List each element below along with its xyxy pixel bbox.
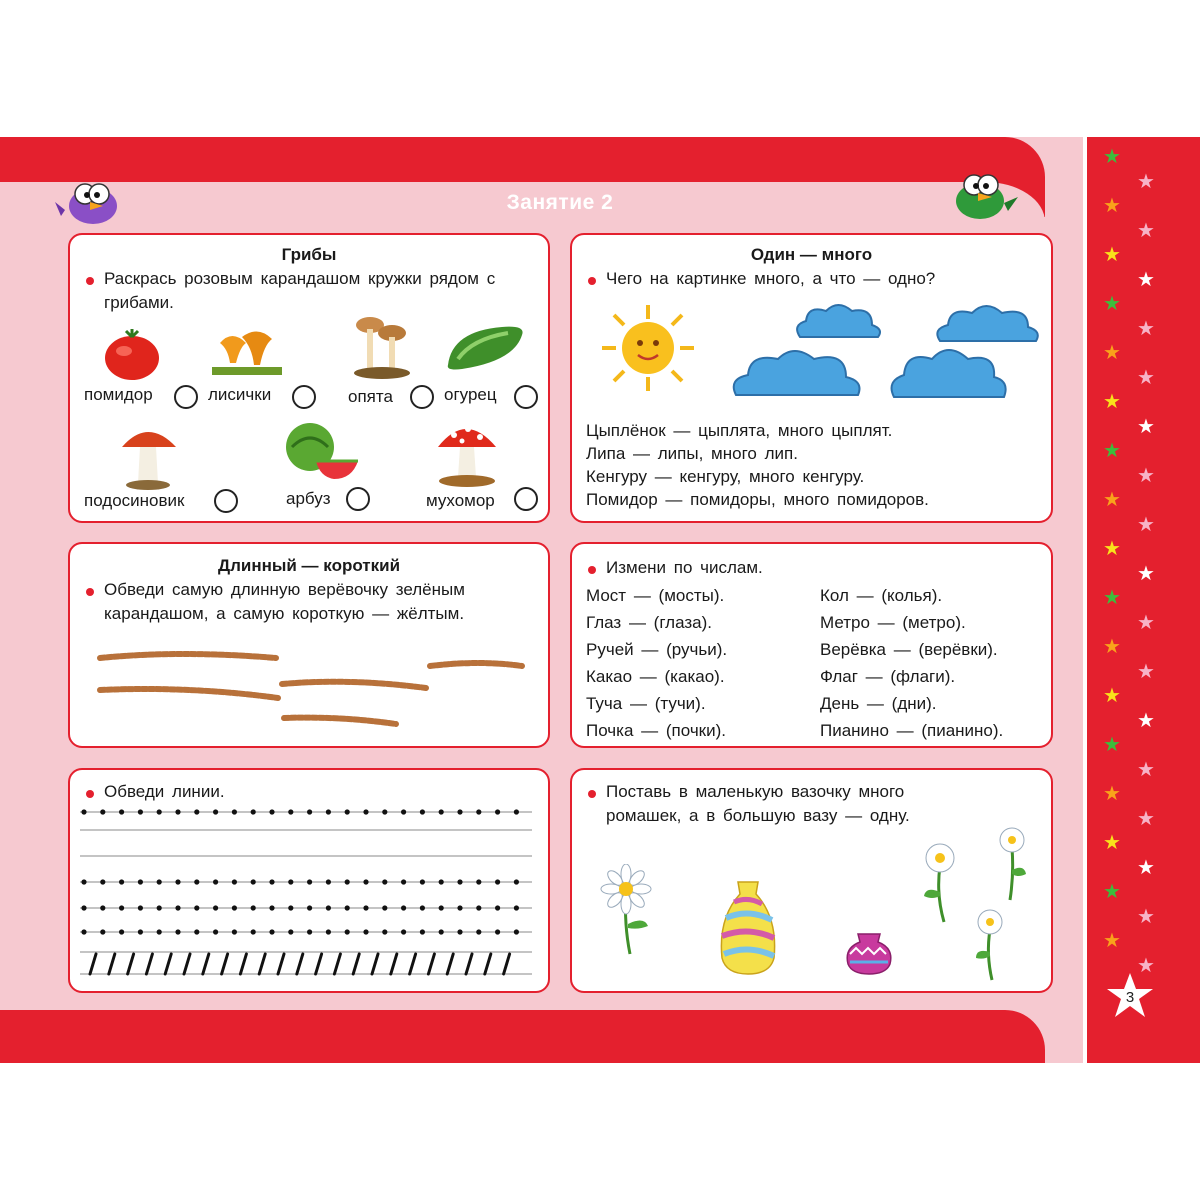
- guide-dot: [175, 809, 180, 814]
- star-icon: ★: [1137, 464, 1155, 487]
- guide-dot: [345, 929, 350, 934]
- fly-agaric-icon: [434, 417, 500, 489]
- rope: [430, 663, 522, 666]
- guide-dot: [457, 809, 462, 814]
- tracing-lines[interactable]: [80, 804, 540, 984]
- guide-dot: [382, 905, 387, 910]
- word-pair: Туча — (тучи).: [586, 694, 706, 713]
- label-tomato: помидор: [84, 385, 153, 404]
- guide-dot: [326, 929, 331, 934]
- guide-dot: [288, 929, 293, 934]
- guide-dot: [269, 879, 274, 884]
- card-title: Грибы: [281, 245, 337, 264]
- cucumber-icon: [442, 321, 528, 371]
- numbers-card: [570, 542, 1053, 748]
- guide-dot: [81, 905, 86, 910]
- task-text: Измени по числам.: [606, 558, 763, 577]
- star-icon: ★: [1103, 587, 1121, 609]
- word-pair: Верёвка — (верёвки).: [820, 640, 998, 659]
- guide-dot: [213, 879, 218, 884]
- guide-dot: [345, 879, 350, 884]
- card-title: Длинный — короткий: [217, 556, 401, 575]
- guide-dot: [363, 929, 368, 934]
- task-text: Чего на картинке много, а что — одно?: [606, 269, 936, 288]
- guide-stroke: [109, 954, 115, 974]
- rope: [100, 654, 276, 658]
- guide-stroke: [372, 954, 378, 974]
- star-icon: ★: [1137, 709, 1155, 732]
- guide-dot: [138, 879, 143, 884]
- guide-dot: [307, 905, 312, 910]
- star-icon: ★: [1137, 317, 1155, 340]
- bullet: [588, 566, 596, 574]
- star-icon: ★: [1137, 170, 1155, 193]
- guide-stroke: [504, 954, 510, 974]
- guide-stroke: [466, 954, 472, 974]
- star-icon: ★: [1103, 342, 1121, 364]
- star-icon: ★: [1137, 954, 1155, 977]
- guide-dot: [514, 905, 519, 910]
- word-pair: Ручей — (ручьи).: [586, 640, 728, 659]
- guide-dot: [495, 929, 500, 934]
- guide-dot: [175, 929, 180, 934]
- card-title: Один — много: [750, 245, 873, 264]
- boletus-icon: [118, 421, 180, 491]
- guide-dot: [457, 879, 462, 884]
- guide-dot: [288, 809, 293, 814]
- star-icon: ★: [1103, 538, 1121, 560]
- label-chanterelles: лисички: [208, 385, 272, 404]
- purple-bird-icon: [55, 172, 125, 232]
- guide-dot: [194, 809, 199, 814]
- green-bird-icon: [948, 165, 1018, 225]
- label-boletus: подосиновик: [84, 491, 185, 510]
- tomato-icon: [102, 327, 162, 382]
- guide-dot: [288, 879, 293, 884]
- guide-stroke: [297, 954, 303, 974]
- guide-stroke: [410, 954, 416, 974]
- guide-dot: [382, 929, 387, 934]
- guide-dot: [119, 879, 124, 884]
- word-pair: Кол — (колья).: [820, 586, 943, 605]
- star-icon: ★: [1137, 268, 1155, 291]
- guide-dot: [439, 905, 444, 910]
- star-icon: ★: [1103, 685, 1121, 707]
- guide-dot: [269, 929, 274, 934]
- guide-dot: [401, 905, 406, 910]
- example-line: Цыплёнок — цыплята, много цыплят.: [586, 421, 893, 440]
- answer-circle[interactable]: [174, 385, 198, 409]
- guide-dot: [476, 929, 481, 934]
- guide-dot: [363, 905, 368, 910]
- guide-dot: [213, 905, 218, 910]
- guide-dot: [251, 809, 256, 814]
- word-pair: Метро — (метро).: [820, 613, 966, 632]
- label-honey-mushrooms: опята: [348, 387, 393, 406]
- task-text: Обведи самую длинную верёвочку зелёным карандашом, а самую короткую — жёлтым.: [104, 580, 465, 623]
- answer-circle[interactable]: [214, 489, 238, 513]
- guide-dot: [514, 809, 519, 814]
- guide-dot: [100, 809, 105, 814]
- long-short-card: [68, 542, 550, 748]
- guide-stroke: [391, 954, 397, 974]
- guide-stroke: [90, 954, 96, 974]
- guide-dot: [307, 929, 312, 934]
- star-icon: ★: [1103, 195, 1121, 217]
- bottom-band: [0, 1010, 1045, 1063]
- honey-mushrooms-icon: [352, 311, 412, 381]
- guide-dot: [514, 929, 519, 934]
- guide-dot: [326, 879, 331, 884]
- star-icon: ★: [1137, 562, 1155, 585]
- star-icon: ★: [1137, 366, 1155, 389]
- label-watermelon: арбуз: [286, 489, 331, 508]
- mushrooms-card: [68, 233, 550, 523]
- guide-dot: [194, 905, 199, 910]
- vases-card: [570, 768, 1053, 993]
- guide-dot: [439, 809, 444, 814]
- guide-dot: [175, 905, 180, 910]
- guide-dot: [100, 905, 105, 910]
- guide-dot: [288, 905, 293, 910]
- guide-stroke: [128, 954, 134, 974]
- task-text: Раскрась розовым карандашом кружки рядом с грибами.: [104, 269, 496, 312]
- star-icon: ★: [1137, 219, 1155, 242]
- guide-dot: [81, 879, 86, 884]
- answer-circle[interactable]: [514, 487, 538, 511]
- guide-dot: [420, 879, 425, 884]
- guide-dot: [495, 905, 500, 910]
- guide-dot: [232, 809, 237, 814]
- guide-dot: [157, 879, 162, 884]
- star-icon: ★: [1103, 832, 1121, 854]
- lesson-title: Занятие 2: [506, 191, 614, 214]
- trace-lines-card: [68, 768, 550, 993]
- star-icon: ★: [1103, 783, 1121, 805]
- bullet: [86, 790, 94, 798]
- guide-dot: [157, 905, 162, 910]
- star-icon: ★: [1103, 734, 1121, 756]
- guide-dot: [420, 905, 425, 910]
- guide-dot: [232, 879, 237, 884]
- guide-dot: [363, 809, 368, 814]
- guide-dot: [439, 879, 444, 884]
- task-text: Поставь в маленькую вазочку много ромашек, а в большую вазу — одну.: [606, 782, 910, 825]
- word-pair: Мост — (мосты).: [586, 586, 725, 605]
- sun-icon: [598, 303, 698, 393]
- guide-dot: [307, 879, 312, 884]
- example-line: Липа — липы, много лип.: [586, 444, 798, 463]
- answer-circle[interactable]: [514, 385, 538, 409]
- guide-dot: [439, 929, 444, 934]
- guide-dot: [326, 809, 331, 814]
- guide-dot: [119, 929, 124, 934]
- page-number: 3: [1125, 989, 1135, 1006]
- word-pair: Какао — (какао).: [586, 667, 725, 686]
- star-icon: ★: [1137, 905, 1155, 928]
- guide-dot: [269, 809, 274, 814]
- guide-dot: [119, 809, 124, 814]
- guide-dot: [119, 905, 124, 910]
- guide-dot: [307, 809, 312, 814]
- guide-dot: [81, 929, 86, 934]
- star-icon: ★: [1103, 146, 1121, 168]
- guide-stroke: [203, 954, 209, 974]
- guide-dot: [420, 809, 425, 814]
- guide-stroke: [334, 954, 340, 974]
- word-pair: День — (дни).: [820, 694, 937, 713]
- star-icon: ★: [1103, 293, 1121, 315]
- rope: [284, 718, 396, 724]
- answer-circle[interactable]: [292, 385, 316, 409]
- chanterelles-icon: [212, 323, 282, 383]
- star-icon: ★: [1103, 636, 1121, 658]
- example-line: Кенгуру — кенгуру, много кенгуру.: [586, 467, 865, 486]
- example-line: Помидор — помидоры, много помидоров.: [586, 490, 929, 509]
- rope: [100, 689, 278, 698]
- guide-dot: [100, 929, 105, 934]
- bullet: [86, 588, 94, 596]
- star-icon: ★: [1137, 856, 1155, 879]
- word-pair: Почка — (почки).: [586, 721, 726, 740]
- guide-dot: [495, 809, 500, 814]
- guide-dot: [382, 809, 387, 814]
- guide-dot: [345, 809, 350, 814]
- star-icon: ★: [1103, 244, 1121, 266]
- guide-dot: [251, 879, 256, 884]
- guide-stroke: [447, 954, 453, 974]
- word-pair: Пианино — (пианино).: [820, 721, 1004, 740]
- guide-stroke: [278, 954, 284, 974]
- guide-dot: [81, 809, 86, 814]
- guide-dot: [457, 929, 462, 934]
- guide-stroke: [222, 954, 228, 974]
- guide-dot: [194, 879, 199, 884]
- answer-circle[interactable]: [410, 385, 434, 409]
- guide-stroke: [316, 954, 322, 974]
- rope: [282, 682, 426, 688]
- guide-dot: [382, 879, 387, 884]
- ropes-illustration: [90, 644, 540, 744]
- guide-dot: [420, 929, 425, 934]
- guide-dot: [213, 809, 218, 814]
- one-many-card: [570, 233, 1053, 523]
- star-icon: ★: [1103, 930, 1121, 952]
- guide-dot: [514, 879, 519, 884]
- guide-dot: [157, 929, 162, 934]
- task-text: Обведи линии.: [104, 782, 225, 801]
- word-pair: Глаз — (глаза).: [586, 613, 712, 632]
- guide-dot: [495, 879, 500, 884]
- cloud-icon: [792, 299, 884, 341]
- star-icon: ★: [1103, 881, 1121, 903]
- star-icon: ★: [1137, 415, 1155, 438]
- cloud-icon: [728, 343, 868, 399]
- guide-dot: [251, 905, 256, 910]
- star-icon: ★: [1137, 611, 1155, 634]
- guide-dot: [157, 809, 162, 814]
- guide-stroke: [165, 954, 171, 974]
- guide-dot: [345, 905, 350, 910]
- star-icon: ★: [1103, 489, 1121, 511]
- guide-dot: [476, 809, 481, 814]
- guide-dot: [194, 929, 199, 934]
- guide-dot: [401, 879, 406, 884]
- bullet: [588, 790, 596, 798]
- cloud-icon: [932, 299, 1044, 345]
- guide-stroke: [240, 954, 246, 974]
- guide-stroke: [428, 954, 434, 974]
- label-fly-agaric: мухомор: [426, 491, 495, 510]
- guide-dot: [476, 879, 481, 884]
- daisy-icon: [594, 864, 658, 956]
- guide-dot: [251, 929, 256, 934]
- guide-dot: [401, 809, 406, 814]
- star-icon: ★: [1103, 440, 1121, 462]
- guide-dot: [175, 879, 180, 884]
- guide-dot: [232, 905, 237, 910]
- guide-dot: [476, 905, 481, 910]
- star-icon: ★: [1137, 758, 1155, 781]
- bullet: [588, 277, 596, 285]
- guide-dot: [213, 929, 218, 934]
- guide-dot: [138, 905, 143, 910]
- daisy-icon: [992, 826, 1032, 902]
- big-vase-icon: [716, 878, 780, 978]
- guide-dot: [100, 879, 105, 884]
- label-cucumber: огурец: [444, 385, 497, 404]
- guide-dot: [401, 929, 406, 934]
- guide-dot: [457, 905, 462, 910]
- answer-circle[interactable]: [346, 487, 370, 511]
- guide-stroke: [259, 954, 265, 974]
- guide-dot: [363, 879, 368, 884]
- cloud-icon: [886, 341, 1010, 401]
- guide-dot: [138, 929, 143, 934]
- small-vase-icon: [844, 932, 894, 976]
- guide-dot: [269, 905, 274, 910]
- guide-dot: [326, 905, 331, 910]
- daisy-icon: [970, 908, 1010, 982]
- guide-dot: [232, 929, 237, 934]
- guide-stroke: [353, 954, 359, 974]
- word-pair: Флаг — (флаги).: [820, 667, 956, 686]
- guide-stroke: [485, 954, 491, 974]
- guide-stroke: [146, 954, 152, 974]
- star-icon: ★: [1103, 391, 1121, 413]
- star-icon: ★: [1137, 807, 1155, 830]
- star-icon: ★: [1137, 513, 1155, 536]
- page-background: [0, 137, 1200, 1063]
- guide-stroke: [184, 954, 190, 974]
- star-icon: ★: [1137, 660, 1155, 683]
- watermelon-icon: [282, 421, 362, 481]
- guide-dot: [138, 809, 143, 814]
- daisy-icon: [918, 842, 962, 924]
- bullet: [86, 277, 94, 285]
